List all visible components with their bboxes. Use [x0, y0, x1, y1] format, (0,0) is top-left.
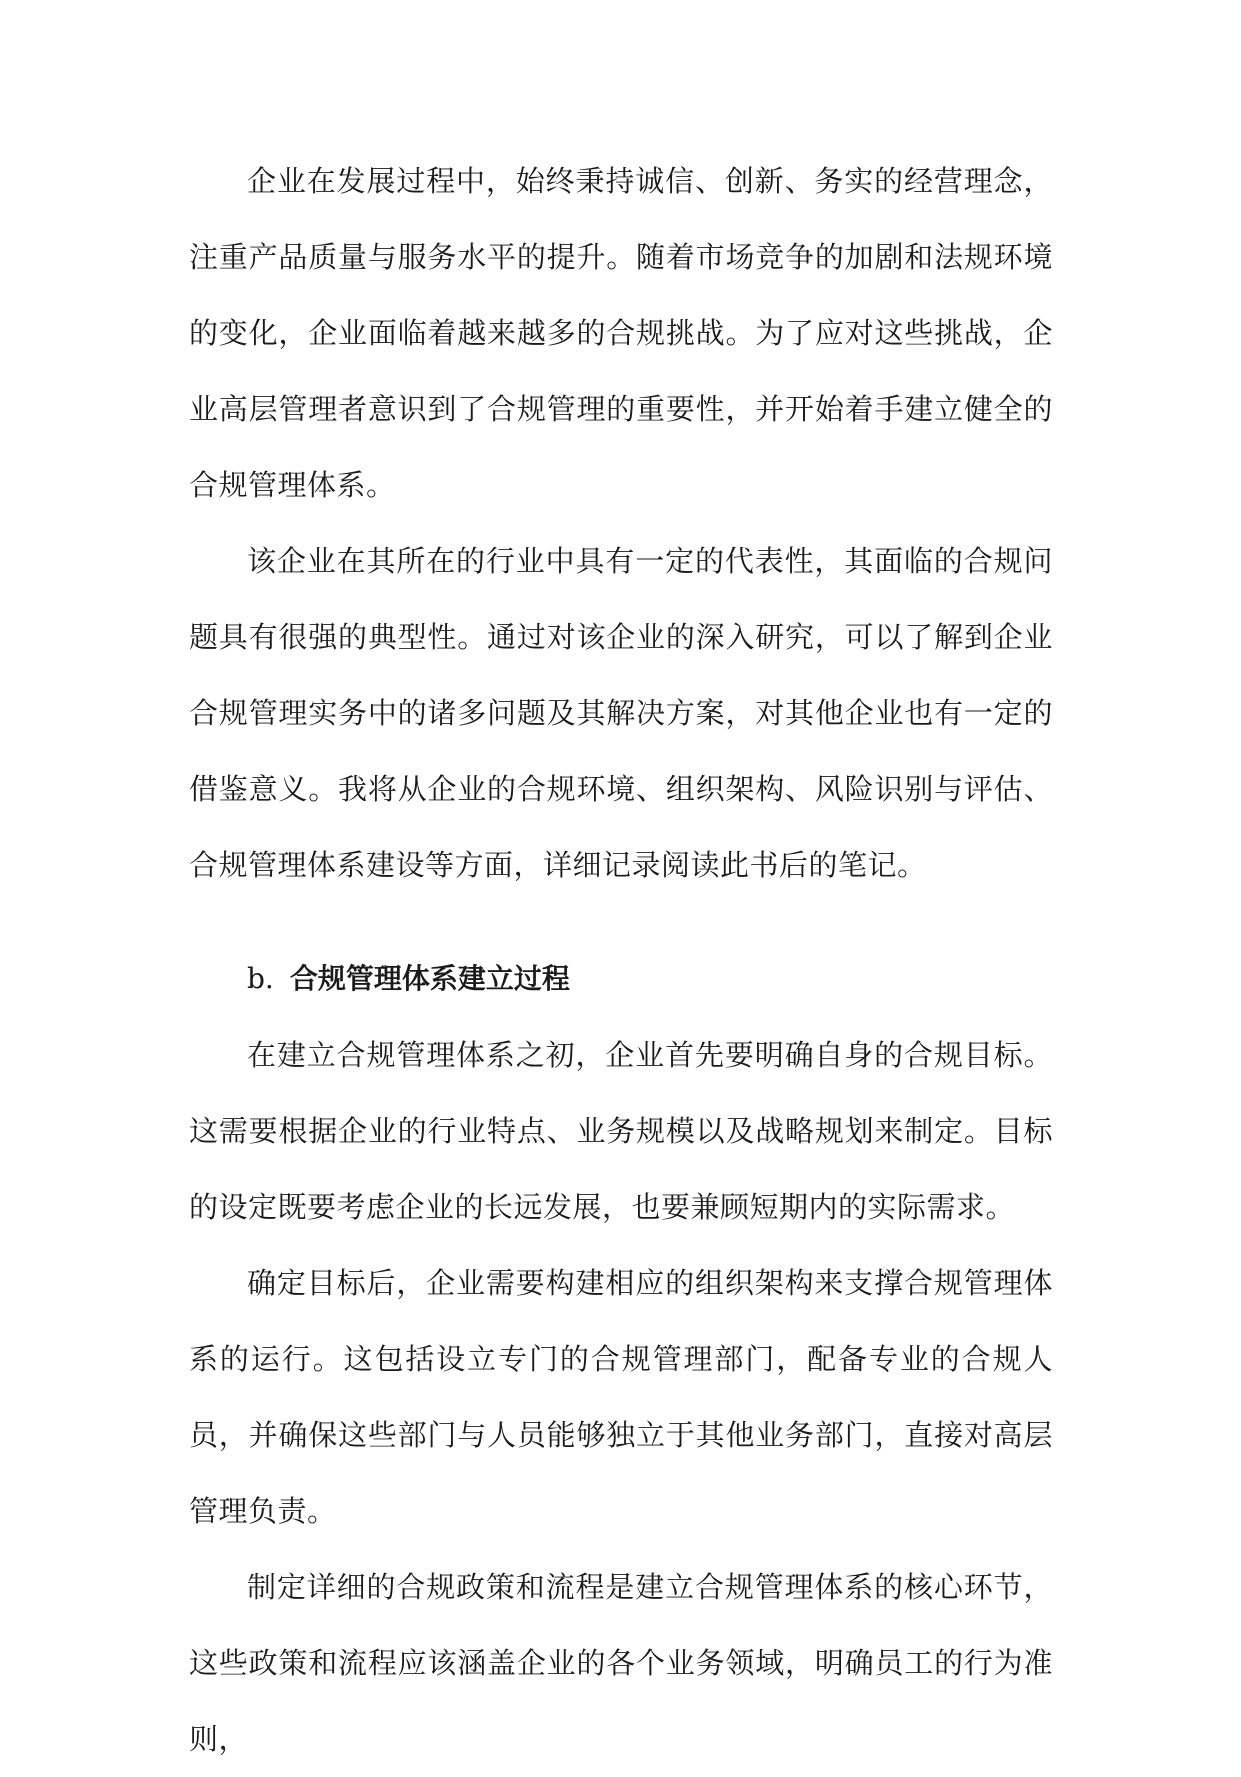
body-paragraph: 确定目标后，企业需要构建相应的组织架构来支撑合规管理体系的运行。这包括设立专门的合规管理部门，配备专业的合规人员，并确保这些部门与人员能够独立于其他业务部门，直接对高层管理负责。 [189, 1266, 1053, 1528]
body-paragraph: 制定详细的合规政策和流程是建立合规管理体系的核心环节，这些政策和流程应该涵盖企业的各个业务领域，明确员工的行为准则， [189, 1570, 1053, 1756]
body-paragraph: 在建立合规管理体系之初，企业首先要明确自身的合规目标。这需要根据企业的行业特点、业务规模以及战略规划来制定。目标的设定既要考虑企业的长远发展，也要兼顾短期内的实际需求。 [189, 1038, 1053, 1224]
body-paragraph: 该企业在其所在的行业中具有一定的代表性，其面临的合规问题具有很强的典型性。通过对该企业的深入研究，可以了解到企业合规管理实务中的诸多问题及其解决方案，对其他企业也有一定的借鉴意义。我将从企业的合规环境、组织架构、风险识别与评估、合规管理体系建设等方面，详细记录阅读此书后的笔记。 [189, 544, 1053, 882]
document-body [189, 143, 1053, 1777]
section-heading [189, 941, 1053, 1017]
section-marker: b. [247, 962, 274, 995]
section-title: 合规管理体系建立过程 [289, 962, 570, 995]
body-paragraph: 企业在发展过程中，始终秉持诚信、创新、务实的经营理念，注重产品质量与服务水平的提升。随着市场竞争的加剧和法规环境的变化，企业面临着越来越多的合规挑战。为了应对这些挑战，企业高层管理者意识到了合规管理的重要性，并开始着手建立健全的合规管理体系。 [189, 164, 1053, 502]
